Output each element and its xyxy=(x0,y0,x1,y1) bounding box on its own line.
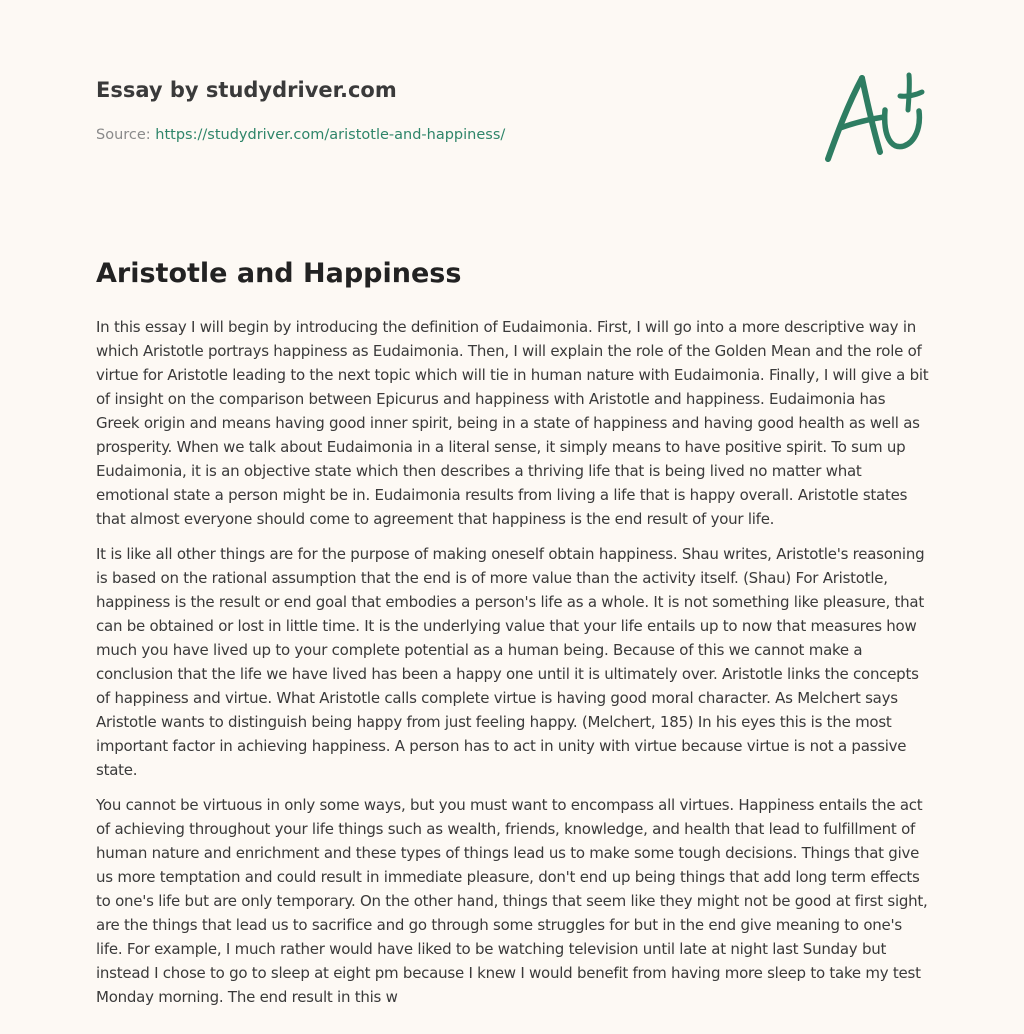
essay-body xyxy=(96,315,932,1020)
source-link[interactable]: https://studydriver.com/aristotle-and-happiness/ xyxy=(155,127,506,143)
a-plus-grade-icon xyxy=(818,66,930,166)
essay-paragraph: In this essay I will begin by introducing the definition of Eudaimonia. First, I will go into a more descriptive way in which Aristotle portrays happiness as Eudaimonia. Then, I will explain the role of the Golden Mean and the role of virtue for Aristotle leading to the next topic which will tie in human nature with Eudaimonia. Finally, I will give a bit of insight on the comparison between Epicurus and happiness with Aristotle and happiness. Eudaimonia has Greek origin and means having good inner spirit, being in a state of happiness and having good health as well as prosperity. When we talk about Eudaimonia in a literal sense, it simply means to have positive spirit. To sum up Eudaimonia, it is an objective state which then describes a thriving life that is being lived no matter what emotional state a person might be in. Eudaimonia results from living a life that is happy overall. Aristotle states that almost everyone should come to agreement that happiness is the end result of your life. xyxy=(96,318,929,528)
essay-paragraph: It is like all other things are for the purpose of making oneself obtain happiness. Shau writes, Aristotle's reasoning is based on the rational assumption that the end is of more value than the activity itself. (Shau) For Aristotle, happiness is the result or end goal that embodies a person's life as a whole. It is not something like pleasure, that can be obtained or lost in little time. It is the underlying value that your life entails up to now that measures how much you have lived up to your complete potential as a human being. Because of this we cannot make a conclusion that the life we have lived has been a happy one until it is ultimately over. Aristotle links the concepts of happiness and virtue. What Aristotle calls complete virtue is having good moral character. As Melchert says Aristotle wants to distinguish being happy from just feeling happy. (Melchert, 185) In his eyes this is the most important factor in achieving happiness. A person has to act in unity with virtue because virtue is not a passive state. xyxy=(96,545,925,779)
essay-title: Aristotle and Happiness xyxy=(96,258,462,289)
source-label: Source: xyxy=(96,127,156,143)
essay-header xyxy=(96,76,696,145)
essay-paragraph: You cannot be virtuous in only some ways, but you must want to encompass all virtues. Happiness entails the act of achieving throughout your life things such as wealth, friends, knowledge, and health that lead to fulfillment of human nature and enrichment and these types of things lead us to make some tough decisions. Things that give us more temptation and could result in immediate pleasure, don't end up being things that add long term effects to one's life but are only temporary. On the other hand, things that seem like they might not be good at first sight, are the things that lead us to sacrifice and go through some struggles for but in the end give meaning to one's life. For example, I much rather would have liked to be watching television until late at night last Sunday but instead I chose to go to sleep at eight pm because I knew I would benefit from having more sleep to take my test Monday morning. The end result in this w xyxy=(96,796,928,1006)
site-title: Essay by studydriver.com xyxy=(96,78,397,102)
source-line xyxy=(96,125,696,145)
